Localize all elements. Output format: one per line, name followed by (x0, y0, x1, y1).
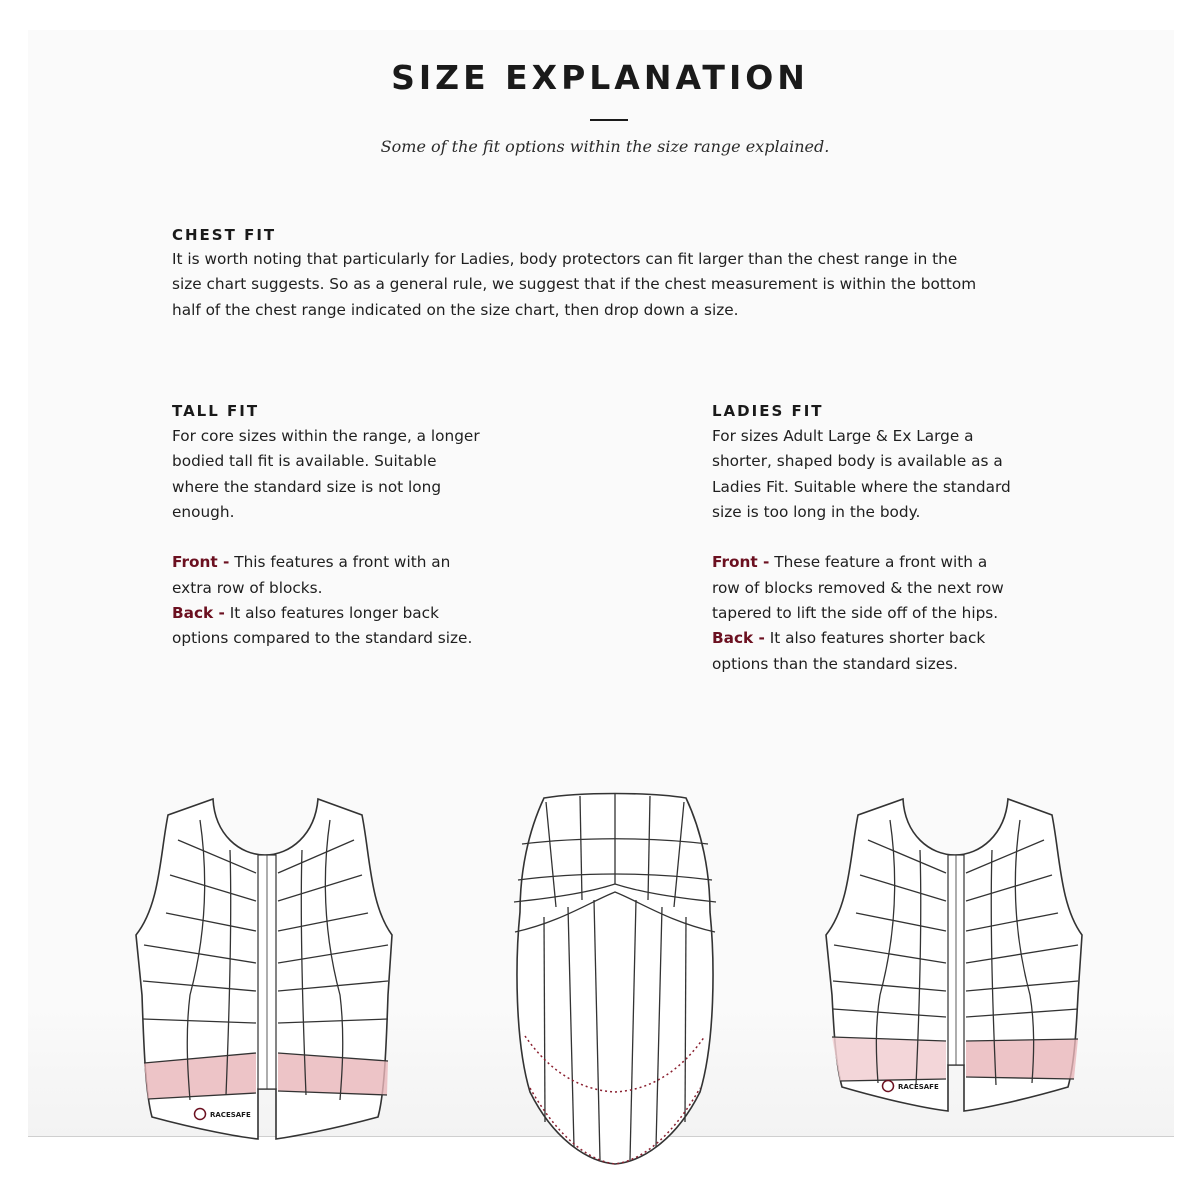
ladies-fit-text (712, 424, 1011, 677)
ladies-fit-line: Ladies Fit. Suitable where the standard (712, 477, 1011, 496)
tall-fit-front-label: Front - (172, 553, 230, 572)
page-title: SIZE EXPLANATION (391, 58, 809, 97)
ladies-fit-front-label: Front - (712, 553, 770, 572)
ladies-fit-back-line: options than the standard sizes. (712, 654, 958, 673)
tall-fit-heading: TALL FIT (172, 402, 260, 420)
ladies-fit-front-text: These feature a front with a (769, 553, 988, 572)
title-divider (590, 119, 628, 121)
back-protector-illustration (500, 792, 730, 1170)
ladies-fit-front-vest-illustration (820, 795, 1090, 1145)
ladies-fit-line: shorter, shaped body is available as a (712, 452, 1003, 471)
tapered-row-highlight-left (832, 1037, 946, 1081)
tall-fit-front-vest-illustration (130, 795, 400, 1145)
tall-fit-back-line (172, 601, 480, 626)
chest-fit-line: It is worth noting that particularly for Ladies, body protectors can fit larger than the chest range in the (172, 250, 958, 268)
tall-fit-front-line: extra row of blocks. (172, 578, 323, 597)
chest-fit-heading: CHEST FIT (172, 226, 277, 244)
page-subtitle: Some of the fit options within the size range explained. (380, 137, 830, 156)
tall-fit-front-text: This features a front with an (229, 553, 451, 572)
chest-fit-line: half of the chest range indicated on the size chart, then drop down a size. (172, 300, 739, 319)
racesafe-logo-text: RACESAFE (898, 1083, 939, 1091)
ladies-fit-front-line: row of blocks removed & the next row (712, 578, 1004, 597)
tapered-row-highlight-right (966, 1039, 1078, 1079)
ladies-fit-back-label: Back - (712, 629, 765, 648)
tall-fit-front-line (172, 550, 480, 575)
chest-fit-line: size chart suggests. So as a general rule, we suggest that if the chest measurement is within the bottom (172, 275, 977, 294)
ladies-fit-line: For sizes Adult Large & Ex Large a (712, 427, 974, 445)
ladies-fit-line: size is too long in the body. (712, 502, 921, 521)
tall-fit-line: enough. (172, 502, 235, 521)
tall-fit-text (172, 424, 480, 652)
ladies-fit-front-line: tapered to lift the side off of the hips. (712, 604, 999, 623)
ladies-fit-back-text: It also features shorter back (764, 629, 986, 648)
tall-fit-back-label: Back - (172, 604, 225, 623)
ladies-fit-heading: LADIES FIT (712, 402, 824, 420)
tall-fit-line: For core sizes within the range, a longer (172, 427, 480, 445)
tall-fit-line: where the standard size is not long (172, 477, 442, 496)
tall-fit-line: bodied tall fit is available. Suitable (172, 452, 437, 471)
ladies-fit-front-line (712, 550, 1011, 575)
chest-fit-text (172, 247, 976, 323)
tall-fit-back-text: It also features longer back (224, 604, 439, 623)
tall-fit-back-line: options compared to the standard size. (172, 629, 473, 648)
racesafe-logo-text: RACESAFE (210, 1111, 251, 1119)
ladies-fit-back-line (712, 626, 1011, 651)
